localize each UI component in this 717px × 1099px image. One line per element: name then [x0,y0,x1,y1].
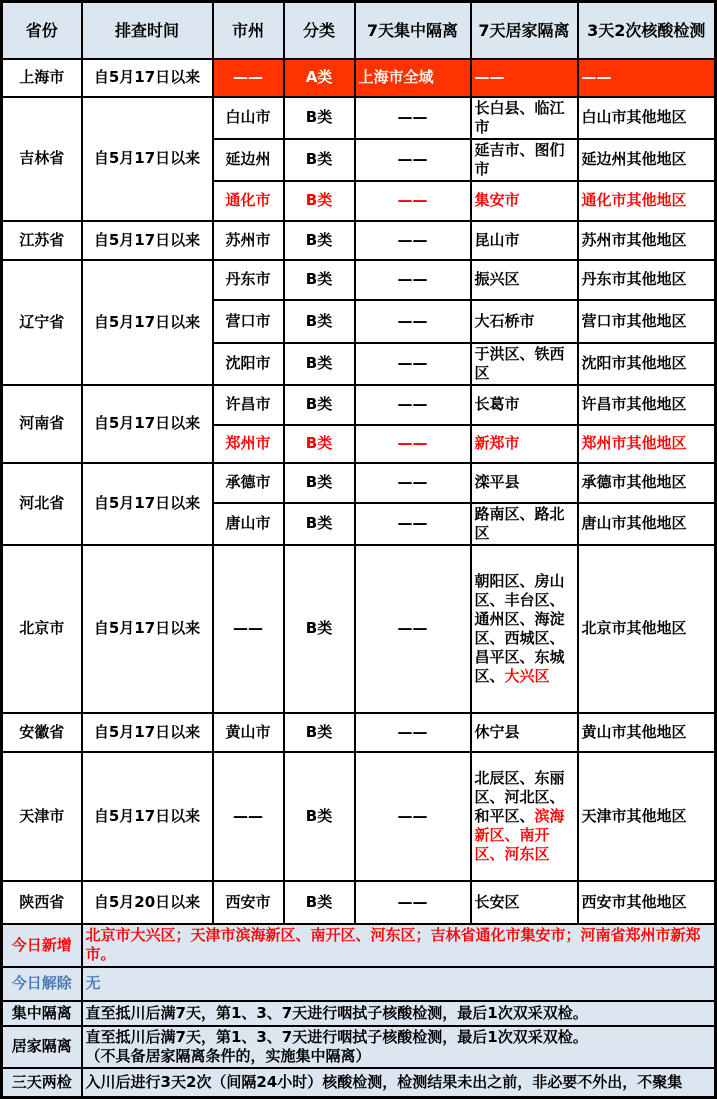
city-cell: —— [213,545,284,713]
footer-label: 集中隔离 [2,1001,82,1026]
table-header [2,2,716,59]
city-cell: 营口市 [213,300,284,343]
city-cell: 延边州 [213,139,284,181]
footer-content [82,924,716,967]
home-quarantine-cell: 休宁县 [471,713,578,752]
category-cell: B类 [284,463,355,503]
red-highlight-text: 滨海新区、南开区、河东区 [474,806,565,863]
home-quarantine-cell: 振兴区 [471,260,578,300]
central-quarantine-cell: —— [355,181,471,221]
category-cell: B类 [284,713,355,752]
city-cell: 郑州市 [213,425,284,463]
nucleic-test-cell: 沈阳市其他地区 [578,343,716,385]
category-cell: B类 [284,97,355,139]
table-row [2,97,716,139]
home-quarantine-cell: 大石桥市 [471,300,578,343]
central-quarantine-cell: —— [355,425,471,463]
central-quarantine-cell: —— [355,713,471,752]
footer-content [82,1026,716,1068]
province-cell: 北京市 [2,545,82,713]
footer-row [2,1026,716,1068]
footer-line: 直至抵川后满7天，第1、3、7天进行咽拭子核酸检测，最后1次双采双检。 [85,1003,588,1022]
city-cell: 许昌市 [213,385,284,425]
footer-line: 直至抵川后满7天，第1、3、7天进行咽拭子核酸检测，最后1次双采双检。 [85,1027,588,1046]
footer-label: 今日新增 [2,924,82,967]
screening-time-cell: 自5月20日以来 [82,881,213,924]
column-header-5: 7天居家隔离 [471,2,578,59]
province-cell: 辽宁省 [2,260,82,385]
screening-time-cell: 自5月17日以来 [82,545,213,713]
central-quarantine-cell: —— [355,545,471,713]
nucleic-test-cell: 丹东市其他地区 [578,260,716,300]
category-cell: B类 [284,181,355,221]
city-cell: —— [213,59,284,97]
footer-row [2,1068,716,1098]
central-quarantine-cell: —— [355,260,471,300]
table-row [2,752,716,881]
footer-content [82,1068,716,1098]
central-quarantine-cell: —— [355,343,471,385]
footer-label: 今日解除 [2,967,82,1001]
table-row [2,59,716,97]
table-body [2,59,716,1098]
province-cell: 陕西省 [2,881,82,924]
column-header-1: 排查时间 [82,2,213,59]
screening-time-cell: 自5月17日以来 [82,385,213,463]
home-quarantine-cell: 长葛市 [471,385,578,425]
central-quarantine-cell: —— [355,139,471,181]
category-cell: B类 [284,425,355,463]
table-row [2,221,716,260]
city-cell: 承德市 [213,463,284,503]
red-highlight-text: 大兴区 [504,666,550,685]
city-cell: 西安市 [213,881,284,924]
nucleic-test-cell: 郑州市其他地区 [578,425,716,463]
footer-label: 居家隔离 [2,1026,82,1068]
table-row [2,385,716,425]
home-quarantine-cell: 于洪区、铁西区 [471,343,578,385]
footer-row [2,1001,716,1026]
table-row [2,713,716,752]
home-quarantine-cell: 集安市 [471,181,578,221]
table-row [2,545,716,713]
nucleic-test-cell: 唐山市其他地区 [578,503,716,545]
screening-time-cell: 自5月17日以来 [82,463,213,545]
category-cell: B类 [284,385,355,425]
screening-time-cell: 自5月17日以来 [82,59,213,97]
column-header-6: 3天2次核酸检测 [578,2,716,59]
category-cell: A类 [284,59,355,97]
city-cell: 唐山市 [213,503,284,545]
cell-text: 朝阳区、房山区、丰台区、通州区、海淀区、西城区、昌平区、东城区、 [474,571,565,685]
footer-content [82,1001,716,1026]
table-row [2,260,716,300]
table-row [2,463,716,503]
city-cell: 丹东市 [213,260,284,300]
province-cell: 河北省 [2,463,82,545]
home-quarantine-cell: 长安区 [471,881,578,924]
province-cell: 上海市 [2,59,82,97]
province-cell: 安徽省 [2,713,82,752]
home-quarantine-cell: 滦平县 [471,463,578,503]
screening-time-cell: 自5月17日以来 [82,221,213,260]
central-quarantine-cell: —— [355,881,471,924]
central-quarantine-cell: —— [355,221,471,260]
column-header-2: 市州 [213,2,284,59]
province-cell: 吉林省 [2,97,82,221]
central-quarantine-cell: —— [355,97,471,139]
screening-time-cell: 自5月17日以来 [82,713,213,752]
nucleic-test-cell: 白山市其他地区 [578,97,716,139]
screening-time-cell: 自5月17日以来 [82,752,213,881]
nucleic-test-cell: 营口市其他地区 [578,300,716,343]
footer-row [2,967,716,1001]
category-cell: B类 [284,221,355,260]
cell-text: 北辰区、东丽区、河北区、和平区、 [474,768,565,825]
home-quarantine-cell [471,545,578,713]
nucleic-test-cell: 黄山市其他地区 [578,713,716,752]
central-quarantine-cell: —— [355,503,471,545]
column-header-3: 分类 [284,2,355,59]
province-cell: 天津市 [2,752,82,881]
footer-label: 三天两检 [2,1068,82,1098]
category-cell: B类 [284,260,355,300]
nucleic-test-cell: 许昌市其他地区 [578,385,716,425]
category-cell: B类 [284,300,355,343]
category-cell: B类 [284,343,355,385]
table-row [2,881,716,924]
central-quarantine-cell: —— [355,300,471,343]
screening-time-cell: 自5月17日以来 [82,260,213,385]
nucleic-test-cell: —— [578,59,716,97]
nucleic-test-cell: 通化市其他地区 [578,181,716,221]
column-header-4: 7天集中隔离 [355,2,471,59]
nucleic-test-cell: 延边州其他地区 [578,139,716,181]
category-cell: B类 [284,545,355,713]
footer-line: （不具备居家隔离条件的，实施集中隔离） [85,1046,371,1065]
home-quarantine-cell: 新郑市 [471,425,578,463]
column-header-0: 省份 [2,2,82,59]
home-quarantine-cell: 长白县、临江市 [471,97,578,139]
footer-row [2,924,716,967]
central-quarantine-cell: —— [355,385,471,425]
nucleic-test-cell: 天津市其他地区 [578,752,716,881]
home-quarantine-cell [471,752,578,881]
nucleic-test-cell: 西安市其他地区 [578,881,716,924]
province-cell: 江苏省 [2,221,82,260]
category-cell: B类 [284,503,355,545]
city-cell: 黄山市 [213,713,284,752]
category-cell: B类 [284,139,355,181]
screening-time-cell: 自5月17日以来 [82,97,213,221]
city-cell: 通化市 [213,181,284,221]
footer-content [82,967,716,1001]
central-quarantine-cell: 上海市全域 [355,59,471,97]
home-quarantine-cell: —— [471,59,578,97]
city-cell: —— [213,752,284,881]
category-cell: B类 [284,881,355,924]
home-quarantine-cell: 路南区、路北区 [471,503,578,545]
category-cell: B类 [284,752,355,881]
footer-line: 入川后进行3天2次（间隔24小时）核酸检测，检测结果未出之前，非必要不外出，不聚集 [85,1072,683,1091]
city-cell: 苏州市 [213,221,284,260]
nucleic-test-cell: 承德市其他地区 [578,463,716,503]
footer-line: 无 [85,974,101,992]
home-quarantine-cell: 昆山市 [471,221,578,260]
home-quarantine-cell: 延吉市、图们市 [471,139,578,181]
central-quarantine-cell: —— [355,463,471,503]
city-cell: 白山市 [213,97,284,139]
nucleic-test-cell: 北京市其他地区 [578,545,716,713]
footer-line: 北京市大兴区；天津市滨海新区、南开区、河东区；吉林省通化市集安市；河南省郑州市新郑市。 [85,926,701,963]
nucleic-test-cell: 苏州市其他地区 [578,221,716,260]
city-cell: 沈阳市 [213,343,284,385]
province-cell: 河南省 [2,385,82,463]
central-quarantine-cell: —— [355,752,471,881]
